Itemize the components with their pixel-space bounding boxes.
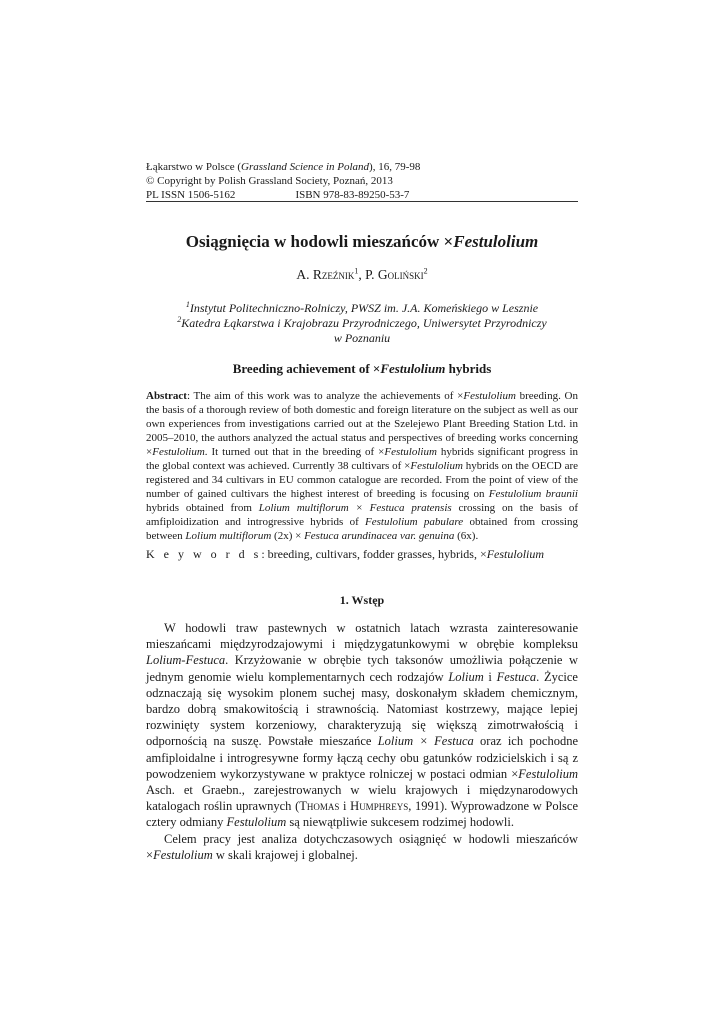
affiliation-2: $^2$Katedra Łąkarstwa i Krajobrazu Przyrodniczego, Uniwersytet Przyrodniczy — [177, 315, 547, 330]
paper-title: Osiągnięcia w hodowli mieszańców ×Festulolium — [185, 232, 539, 251]
english-title: Breeding achievement of ×Festulolium hybrids — [232, 361, 492, 376]
affiliation-1: $^1$Instytut Politechniczno-Rolniczy, PWSZ im. J.A. Komeńskiego w Lesznie — [185, 300, 539, 315]
affiliation-3: w Poznaniu — [333, 331, 391, 345]
paragraph-1: W hodowli traw pastewnych w ostatnich latach wzrasta zainteresowanie mieszańcami międzyrodzajowymi i międzygatunkowymi w obrębie kompleksu Lolium-Festuca. Krzyżowanie w obrębie tych taksonów umożliwia połączenie w jednym genomie wielu komplementarnych cech rodzajów Lolium i Festuca. Życice odznaczają się wysokim plonem suchej masy, doskonałym składem chemicznym, bardzo dobrą smakowitością i strawnością. Natomiast kostrzewy, mające lepiej rozwinięty system korzeniowy, charakteryzują się większą zimotrwałością i odpornością na suszę. Powstałe mieszańce Lolium × Festuca oraz ich pochodne amfiploidalne i introgresywne formy łączą cechy obu gatunków rodzicielskich i są z powodzeniem wykorzystywane w praktyce rolniczej w postaci odmian ×Festulolium Asch. et Graebn., zarejestrowanych w wielu krajowych i międzynarodowych katalogach roślin uprawnych (Thomas i Humphreys, 1991). Wyprowadzone w Polsce cztery odmiany Festulolium są niewątpliwie sukcesem rodzimej hodowli. — [146, 621, 578, 830]
journal-header — [146, 160, 578, 202]
header-rule — [146, 201, 578, 202]
section-heading: 1. Wstęp — [339, 593, 385, 607]
abstract-label: Abstract — [146, 390, 187, 402]
abstract: Abstract: The aim of this work was to analyze the achievements of ×Festulolium breeding. On the basis of a thorough review of both domestic and foreign literature on the subject as well as our own experiences from investigations carried out at the Szelejewo Plant Breeding Station Ltd. in 2005–2010, the authors analyzed the actual status and perspectives of breeding works concerning ×Festulolium. It turned out that in the breeding of ×Festulolium hybrids significant progress in the global context was achieved. Currently 38 cultivars of ×Festulolium hybrids on the OECD are registered and 34 cultivars in EU common catalogue are recorded. From the point of view of the number of gained cultivars the highest interest of breeding is focusing on Festulolium braunii hybrids obtained from Lolium multiflorum × Festuca pratensis crossing on the basis of amfiploidization and introgressive hybrids of Festulolium pabulare obtained from crossing between Lolium multiflorum (2x) × Festuca arundinacea var. genuina (6x). — [146, 390, 579, 542]
issn: PL ISSN 1506-5162 — [146, 189, 236, 201]
keywords-label: K e y w o r d s — [146, 547, 262, 561]
keywords: K e y w o r d s: breeding, cultivars, fodder grasses, hybrids, ×Festulolium — [146, 547, 545, 561]
copyright-line: © Copyright by Polish Grassland Society, Poznań, 2013 — [146, 175, 393, 187]
affiliations — [146, 301, 578, 346]
body-text — [146, 620, 578, 863]
journal-citation: Łąkarstwo w Polsce (Grassland Science in Poland), 16, 79-98 — [146, 161, 421, 173]
authors: A. Rzeźnik$^1$, P. Goliński$^2$ — [296, 266, 428, 282]
paragraph-2: Celem pracy jest analiza dotychczasowych osiągnięć w hodowli mieszańców ×Festulolium w skali krajowej i globalnej. — [146, 831, 578, 862]
issn-isbn-line — [146, 188, 578, 202]
isbn: ISBN 978-83-89250-53-7 — [295, 189, 410, 201]
